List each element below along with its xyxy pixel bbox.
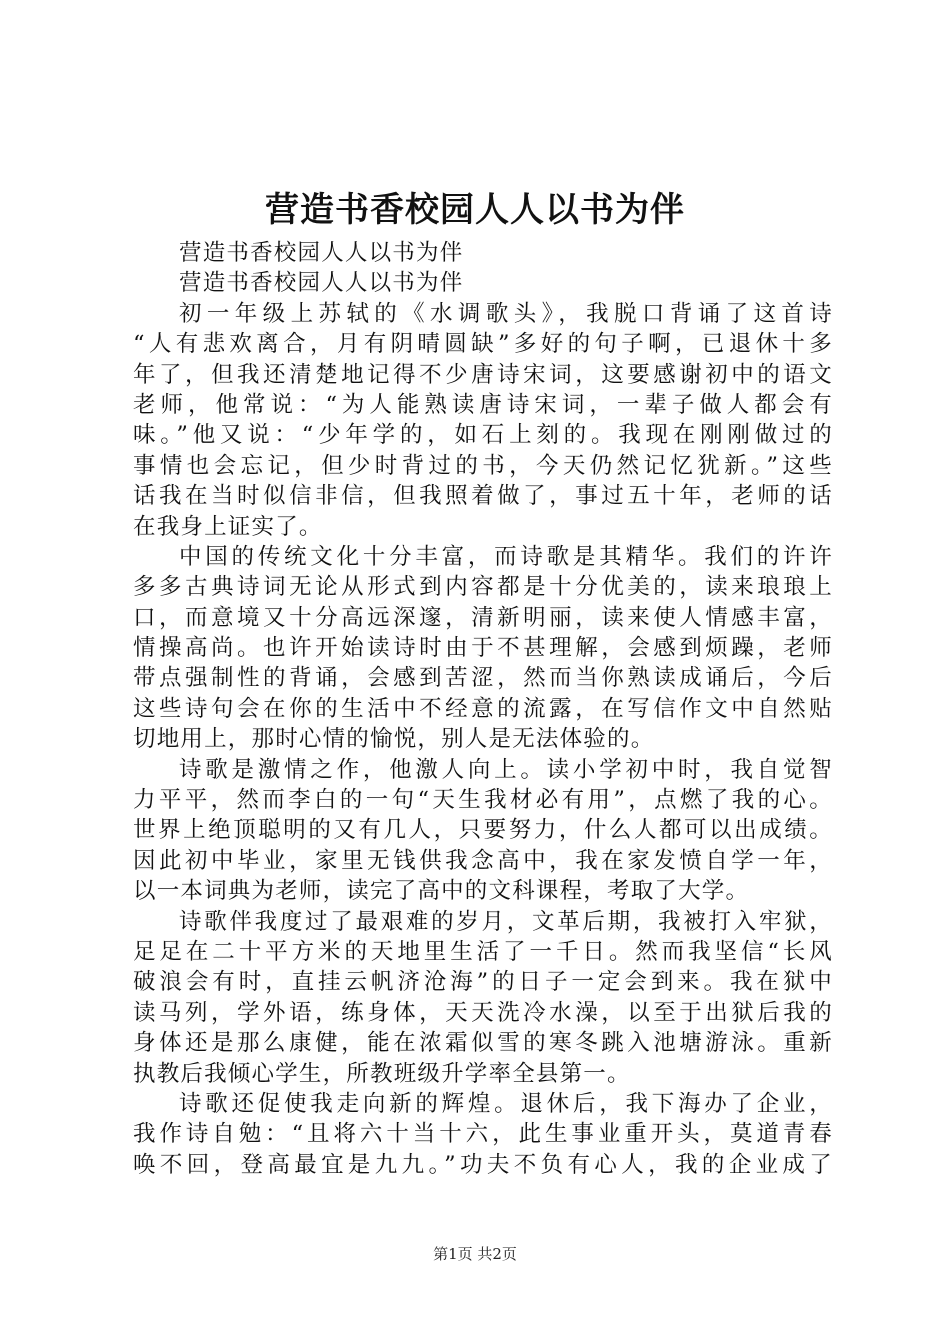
text-line: 力平平，然而李白的一句“天生我材必有用”，点燃了我的心。 (133, 787, 833, 814)
text-line: 读马列，学外语，练身体，天天洗冷水澡，以至于出狱后我的 (133, 999, 833, 1026)
document-title: 营造书香校园人人以书为伴 (265, 190, 685, 230)
text-line: 因此初中毕业，家里无钱供我念高中，我在家发愤自学一年， (133, 847, 833, 874)
text-line: 身体还是那么康健，能在浓霜似雪的寒冬跳入池塘游泳。重新 (133, 1030, 833, 1057)
text-line: 在我身上证实了。 (133, 513, 323, 540)
document-body (133, 238, 833, 1180)
text-line: 情操高尚。也许开始读诗时由于不甚理解，会感到烦躁，老师 (133, 635, 833, 662)
text-line: 我作诗自勉：“且将六十当十六，此生事业重开头，莫道青春 (133, 1121, 833, 1148)
text-line: 老师，他常说：“为人能熟读唐诗宋词，一辈子做人都会有 (133, 391, 833, 418)
text-line: 唤不回，登高最宜是九九。”功夫不负有心人，我的企业成了 (133, 1151, 833, 1178)
text-line: 多多古典诗词无论从形式到内容都是十分优美的，读来琅琅上 (133, 574, 833, 601)
text-line: 初一年级上苏轼的《水调歌头》，我脱口背诵了这首诗 (179, 300, 833, 327)
page-footer: 第1页 共2页 (433, 1245, 517, 1263)
text-line: 执教后我倾心学生，所教班级升学率全县第一。 (133, 1060, 631, 1087)
text-line: 这些诗句会在你的生活中不经意的流露，在写信作文中自然贴 (133, 695, 833, 722)
text-line: 世界上绝顶聪明的又有几人，只要努力，什么人都可以出成绩。 (133, 817, 833, 844)
text-line: “人有悲欢离合，月有阴晴圆缺”多好的句子啊，已退休十多 (133, 331, 833, 358)
text-line: 切地用上，那时心情的愉悦，别人是无法体验的。 (133, 726, 655, 753)
text-line: 味。”他又说：“少年学的，如石上刻的。我现在刚刚做过的 (133, 422, 833, 449)
text-line: 以一本词典为老师，读完了高中的文科课程，考取了大学。 (133, 878, 750, 905)
text-line: 事情也会忘记，但少时背过的书，今天仍然记忆犹新。”这些 (133, 452, 833, 479)
text-line: 带点强制性的背诵，会感到苦涩，然而当你熟读成诵后，今后 (133, 665, 833, 692)
text-line: 中国的传统文化十分丰富，而诗歌是其精华。我们的许许 (179, 543, 833, 570)
text-line: 诗歌伴我度过了最艰难的岁月，文革后期，我被打入牢狱， (179, 908, 833, 935)
text-line: 足足在二十平方米的天地里生活了一千日。然而我坚信“长风 (133, 938, 833, 965)
text-line: 破浪会有时，直挂云帆济沧海”的日子一定会到来。我在狱中 (133, 969, 833, 996)
text-line: 营造书香校园人人以书为伴 (179, 270, 464, 297)
text-line: 话我在当时似信非信，但我照着做了，事过五十年，老师的话 (133, 483, 833, 510)
text-line: 诗歌还促使我走向新的辉煌。退休后，我下海办了企业， (179, 1090, 833, 1117)
text-line: 口，而意境又十分高远深邃，清新明丽，读来使人情感丰富， (133, 604, 833, 631)
text-line: 诗歌是激情之作，他激人向上。读小学初中时，我自觉智 (179, 756, 833, 783)
text-line: 年了，但我还清楚地记得不少唐诗宋词，这要感谢初中的语文 (133, 361, 833, 388)
text-line: 营造书香校园人人以书为伴 (179, 240, 464, 266)
